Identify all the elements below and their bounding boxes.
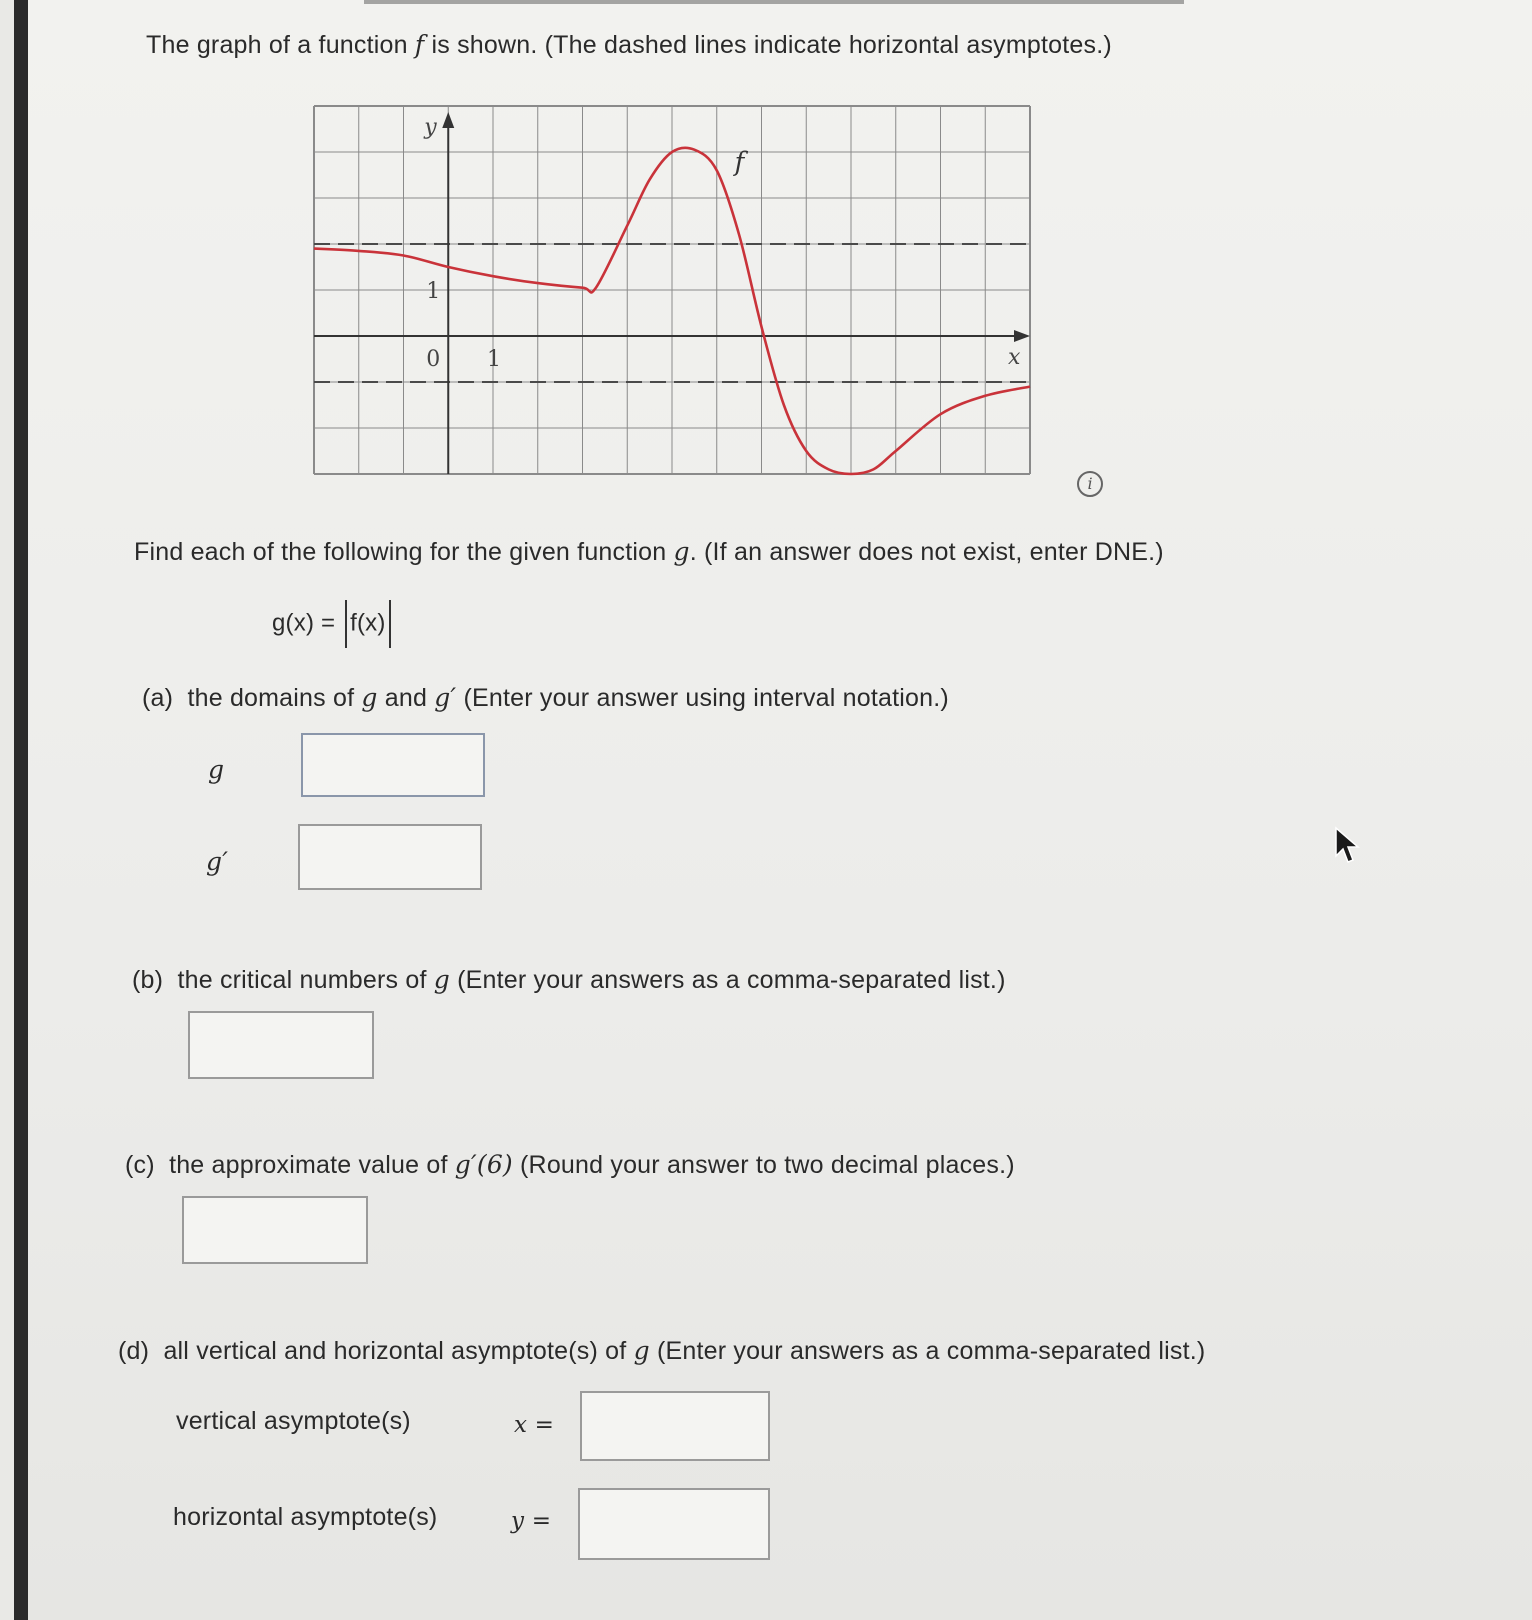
x-axis-arrow-icon	[1014, 330, 1030, 342]
domain-g-input[interactable]	[301, 733, 485, 797]
abs-bar-right	[389, 600, 391, 648]
gprime-6-input[interactable]	[182, 1196, 368, 1264]
function-graph	[312, 102, 1042, 487]
y-axis-arrow-icon	[442, 112, 454, 128]
horizontal-asymptote-input[interactable]	[578, 1488, 770, 1560]
origin-label: 0	[426, 347, 441, 372]
critical-numbers-input[interactable]	[188, 1011, 374, 1079]
curve-label-f: f	[734, 147, 745, 178]
info-icon[interactable]: i	[1077, 471, 1103, 497]
vertical-var: x =	[514, 1412, 555, 1438]
y-axis-label: y	[424, 115, 437, 140]
vertical-asymptote-input[interactable]	[580, 1391, 770, 1461]
part-c-prompt: (c) the approximate value of g′(6) (Round your answer to two decimal places.)	[125, 1150, 1015, 1179]
screen-edge	[14, 0, 28, 1620]
row-label-gprime: g′	[206, 847, 229, 876]
page	[14, 0, 1532, 1620]
part-d-prompt: (d) all vertical and horizontal asymptote(s) of g (Enter your answers as a comma-separated list.)	[118, 1336, 1206, 1365]
f-symbol: f	[414, 30, 425, 59]
mouse-cursor-icon	[1334, 826, 1364, 868]
abs-bar-left	[345, 600, 347, 648]
y-tick-label-1: 1	[426, 279, 441, 304]
grid	[314, 106, 1030, 474]
part-b-prompt: (b) the critical numbers of g (Enter your answers as a comma-separated list.)	[132, 965, 1006, 994]
part-a-prompt: (a) the domains of g and g′ (Enter your answer using interval notation.)	[142, 683, 949, 712]
domain-gprime-input[interactable]	[298, 824, 482, 890]
x-axis-label: x	[1008, 345, 1021, 370]
intro-text: The graph of a function f is shown. (The dashed lines indicate horizontal asymptotes.)	[146, 30, 1112, 59]
x-tick-label-1: 1	[487, 347, 501, 372]
graph-svg	[312, 102, 1042, 482]
horizontal-asymptote-label: horizontal asymptote(s)	[173, 1503, 438, 1531]
find-text: Find each of the following for the given function g. (If an answer does not exist, enter DNE.)	[134, 537, 1164, 566]
top-divider	[364, 0, 1184, 4]
row-label-g: g	[208, 755, 225, 784]
vertical-asymptote-label: vertical asymptote(s)	[176, 1407, 411, 1435]
g-definition: g(x) = f(x)	[272, 600, 394, 648]
horizontal-var: y =	[511, 1508, 552, 1534]
